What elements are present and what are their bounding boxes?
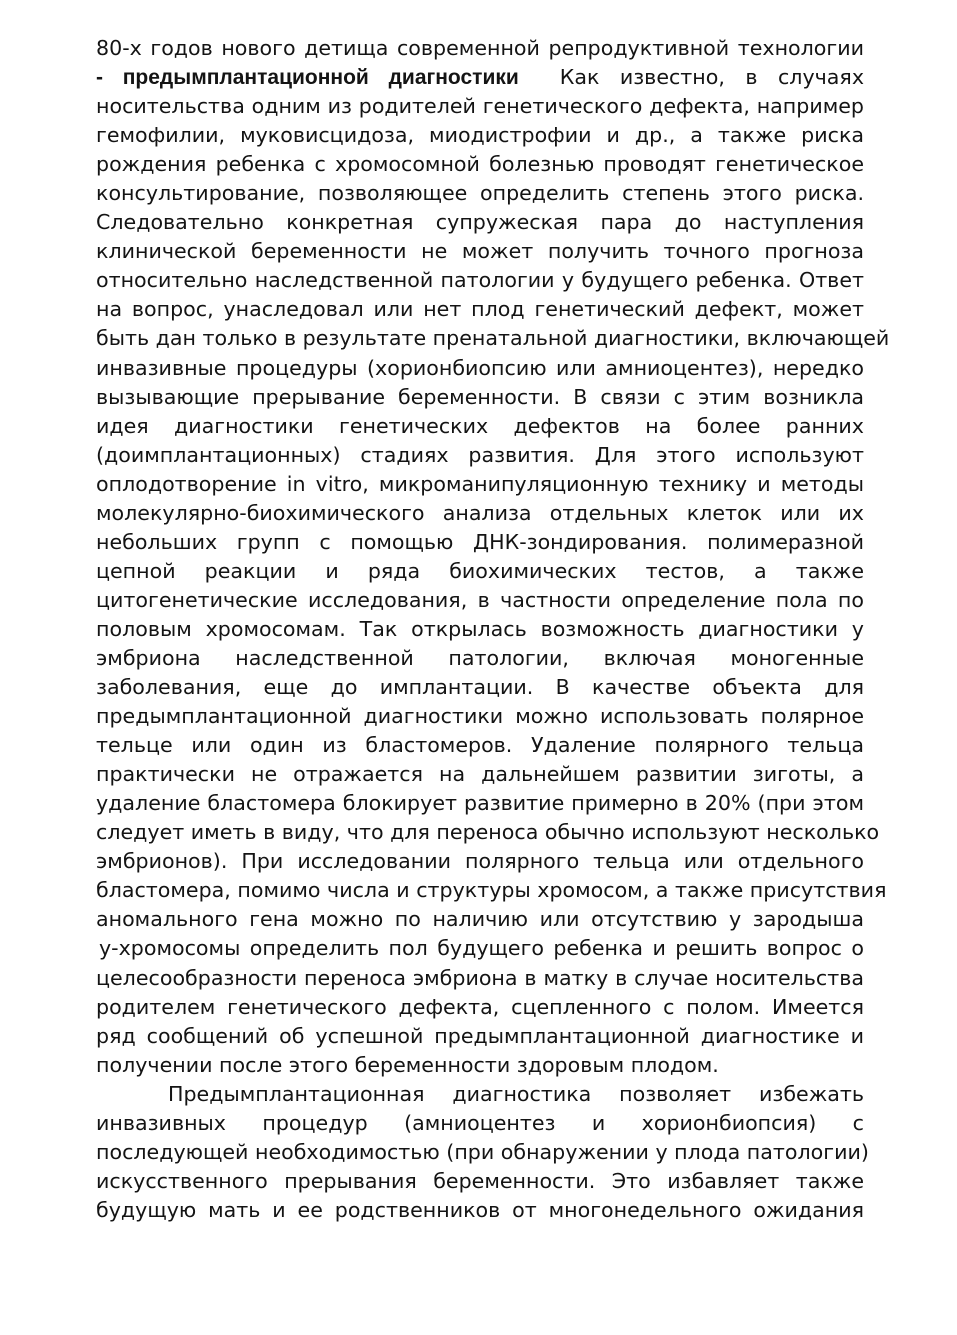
text-line: молекулярно-биохимического анализа отдельных клеток или их — [96, 500, 864, 525]
text-line: (доимплантационных) стадиях развития. Для этого используют — [96, 442, 864, 467]
text-line: цитогенетические исследования, в частности определение пола по — [96, 587, 864, 612]
bold-term: - предымплантационной диагностики — [96, 66, 519, 90]
text-line: небольших групп с помощью ДНК-зондирования. полимеразной — [96, 529, 864, 554]
text-line: носительства одним из родителей генетического дефекта, например — [96, 94, 864, 119]
text-line: эмбрионов). При исследовании полярного тельца или отдельного — [96, 849, 864, 874]
text-line: родителем генетического дефекта, сцепленного с полом. Имеется — [96, 994, 864, 1019]
text-line: Предымплантационная диагностика позволяет избежать — [168, 1081, 864, 1106]
text-line: Следовательно конкретная супружеская пара до наступления — [96, 210, 864, 235]
text-line: предымплантационной диагностики можно использовать полярное — [96, 704, 864, 729]
text-line: будущую мать и ее родственников от многонедельного ожидания — [96, 1197, 864, 1222]
text-line: цепной реакции и ряда биохимических тестов, а также — [96, 558, 864, 583]
text-line: половым хромосомам. Так открылась возможность диагностики у — [96, 616, 864, 641]
text-line: быть дан только в результате пренатальной диагностики, включающей — [96, 326, 890, 351]
text-line: у-хромосомы определить пол будущего ребенка и решить вопрос о — [99, 936, 864, 961]
text-line — [96, 63, 864, 92]
text-line: относительно наследственной патологии у будущего ребенка. Ответ — [96, 268, 864, 293]
text-line: получении после этого беременности здоровым плодом. — [96, 1052, 719, 1077]
text-line: инвазивных процедур (амниоцентез и хорионбиопсия) с — [96, 1110, 864, 1135]
text-line: рождения ребенка с хромосомной болезнью проводят генетическое — [96, 152, 864, 177]
text-line: эмбриона наследственной патологии, включая моногенные — [96, 645, 864, 670]
text-line: идея диагностики генетических дефектов на более ранних — [96, 413, 864, 438]
text-line: тельце или один из бластомеров. Удаление полярного тельца — [96, 733, 864, 758]
text-line: инвазивные процедуры (хорионбиопсию или амниоцентез), нередко — [96, 355, 864, 380]
text-line: искусственного прерывания беременности. Это избавляет также — [96, 1168, 864, 1193]
paragraph-1 — [96, 34, 890, 1080]
text-line: аномального гена можно по наличию или отсутствию у зародыша — [96, 907, 864, 932]
text-line: удаление бластомера блокирует развитие примерно в 20% (при этом — [96, 791, 864, 816]
text-line: практически не отражается на дальнейшем развитии зиготы, а — [96, 762, 864, 787]
text-line: последующей необходимостью (при обнаружении у плода патологии) — [96, 1139, 869, 1164]
paragraph-2 — [96, 1080, 869, 1225]
text-line: консультирование, позволяющее определить степень этого риска. — [96, 181, 864, 206]
text-line: гемофилии, муковисцидоза, миодистрофии и др., а также риска — [96, 123, 864, 148]
text-line: оплодотворение in vitro, микроманипуляционную технику и методы — [96, 471, 864, 496]
text-fragment: Как известно, в случаях — [559, 65, 865, 90]
text-line: бластомера, помимо числа и структуры хромосом, а также присутствия — [96, 878, 887, 903]
text-line: заболевания, еще до имплантации. В качестве объекта для — [96, 675, 864, 700]
text-line: клинической беременности не может получить точного прогноза — [96, 239, 864, 264]
text-line: 80-х годов нового детища современной репродуктивной технологии — [96, 36, 864, 60]
text-line: вызывающие прерывание беременности. В связи с этим возникла — [96, 384, 864, 409]
text-line: на вопрос, унаследовал или нет плод генетический дефект, может — [96, 297, 864, 322]
text-line: ряд сообщений об успешной предымплантационной диагностике и — [96, 1023, 864, 1048]
document-body — [96, 34, 890, 1225]
text-line: следует иметь в виду, что для переноса обычно используют несколько — [96, 820, 880, 845]
text-line: целесообразности переноса эмбриона в матку в случае носительства — [96, 965, 864, 990]
